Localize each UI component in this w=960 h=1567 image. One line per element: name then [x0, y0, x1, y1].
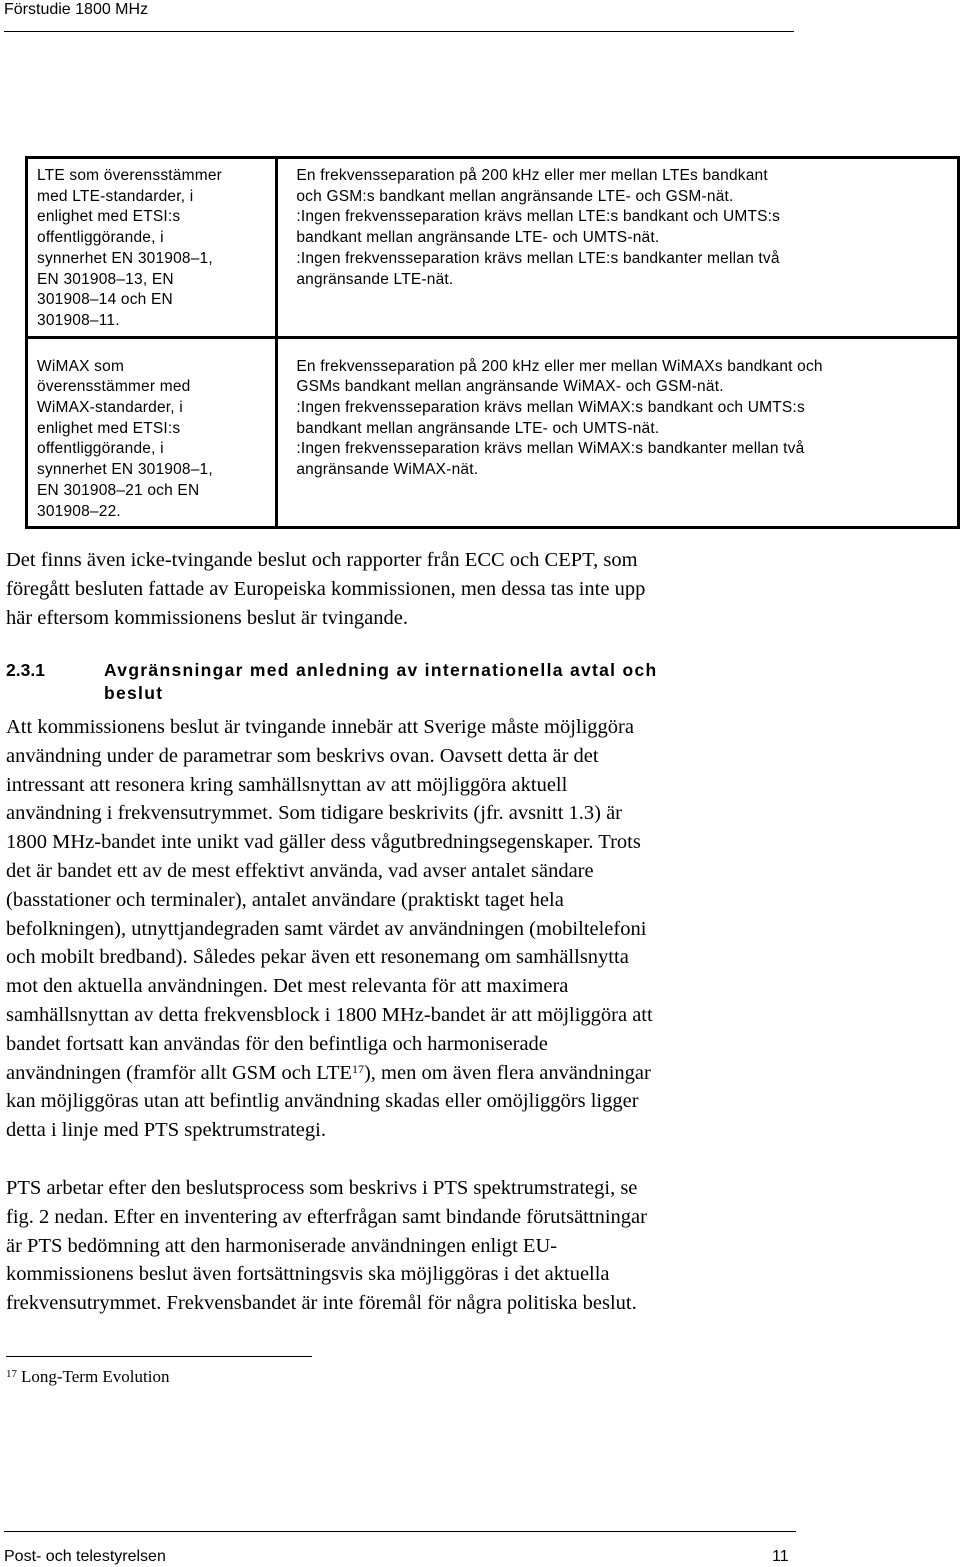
footnote-number: 17 [6, 1368, 17, 1380]
section-title: Avgränsningar med anledning av internationella avtal och [104, 660, 658, 680]
text-line: samhällsnyttan av detta frekvensblock i 1800 MHz-bandet är att möjliggöra att [6, 1003, 653, 1026]
conditions-table [25, 156, 960, 529]
text-line: detta i linje med PTS spektrumstrategi. [6, 1119, 326, 1142]
text-line: enlighet med ETSI:s [37, 419, 181, 437]
paragraph-pts-process [6, 1174, 796, 1318]
text-line: 301908–14 och EN [37, 291, 173, 309]
text-line: är PTS bedömning att den harmoniserade användningen enligt EU- [6, 1234, 558, 1257]
section-title-cont: beslut [104, 683, 164, 703]
text-line: och mobilt bredband). Således pekar även ett resonemang om samhällsnytta [6, 946, 629, 969]
text-line: kommissionens beslut även fortsättningsvis ska möjliggöras i det aktuella [6, 1263, 610, 1286]
section-heading [6, 659, 796, 705]
text-line: synnerhet EN 301908–1, [37, 461, 213, 479]
text-line: enlighet med ETSI:s [37, 208, 181, 226]
text-line-with-footnote-ref [6, 1059, 796, 1088]
text-line: intressant att resonera kring samhällsnyttan av att möjliggöra aktuell [6, 773, 568, 796]
text-line: bandet fortsatt kan användas för den befintliga och harmoniserade [6, 1032, 548, 1055]
text-line: bandkant mellan angränsande LTE- och UMTS-nät. [296, 419, 660, 437]
page-header [4, 0, 794, 32]
condition-cell [27, 158, 277, 338]
text-line: EN 301908–13, EN [37, 270, 174, 288]
text-line: WiMAX som [37, 357, 125, 375]
section-number: 2.3.1 [6, 660, 45, 680]
text-line: GSMs bandkant mellan angränsande WiMAX- och GSM-nät. [296, 378, 724, 396]
requirements-cell [277, 158, 959, 338]
footnote [6, 1366, 169, 1388]
footer-organization: Post- och telestyrelsen [4, 1548, 166, 1565]
footer-divider [4, 1531, 796, 1532]
text-line: En frekvensseparation på 200 kHz eller mer mellan WiMAXs bandkant och [296, 357, 823, 375]
footnote-reference[interactable]: 17 [351, 1061, 364, 1076]
table-row [27, 337, 959, 528]
text-line: överensstämmer med [37, 378, 191, 396]
text-line: användning i frekvensutrymmet. Som tidigare beskrivits (jfr. avsnitt 1.3) är [6, 802, 623, 825]
text-line: :Ingen frekvensseparation krävs mellan LTE:s bandkanter mellan två [296, 249, 780, 267]
text-line: befolkningen), utnyttjandegraden samt värdet av användningen (mobiltelefoni [6, 917, 647, 940]
footnote-text: Long-Term Evolution [21, 1367, 170, 1386]
text-line: Att kommissionens beslut är tvingande innebär att Sverige måste möjliggöra [6, 716, 634, 738]
text-line: fig. 2 nedan. Efter en inventering av efterfrågan samt bindande förutsättningar [6, 1205, 647, 1228]
footnote-divider [6, 1356, 312, 1357]
text-line: En frekvensseparation på 200 kHz eller mer mellan LTEs bandkant [296, 167, 768, 184]
page-number: 11 [772, 1548, 789, 1565]
document-title: Förstudie 1800 MHz [4, 1, 149, 18]
text-line: :Ingen frekvensseparation krävs mellan LTE:s bandkant och UMTS:s [296, 208, 781, 226]
text-line: :Ingen frekvensseparation krävs mellan WiMAX:s bandkanter mellan två [296, 440, 805, 458]
text-line: frekvensutrymmet. Frekvensbandet är inte föremål för några politiska beslut. [6, 1292, 637, 1315]
text-fragment: ), men om även flera användningar [363, 1061, 651, 1084]
text-line: PTS arbetar efter den beslutsprocess som beskrivs i PTS spektrumstrategi, se [6, 1177, 638, 1199]
paragraph-ecc-cept [6, 546, 796, 632]
text-line: bandkant mellan angränsande LTE- och UMTS-nät. [296, 229, 660, 247]
text-line: kan möjliggöras utan att befintlig användning skadas eller omöjliggörs ligger [6, 1090, 639, 1113]
text-line: LTE som överensstämmer [37, 167, 222, 184]
text-line: det är bandet ett av de mest effektivt använda, vad avser antalet sändare [6, 859, 594, 882]
text-line: användning under de parametrar som beskrivs ovan. Oavsett detta är det [6, 744, 599, 767]
text-line: Det finns även icke-tvingande beslut och rapporter från ECC och CEPT, som [6, 549, 638, 571]
text-line: :Ingen frekvensseparation krävs mellan WiMAX:s bandkant och UMTS:s [296, 399, 805, 417]
text-line: angränsande WiMAX-nät. [296, 461, 479, 479]
text-line: synnerhet EN 301908–1, [37, 249, 213, 267]
text-line: här eftersom kommissionens beslut är tvingande. [6, 606, 408, 629]
condition-cell [27, 337, 277, 528]
text-line: angränsande LTE-nät. [296, 270, 454, 288]
text-line: (basstationer och terminaler), antalet användare (praktiskt taget hela [6, 888, 564, 911]
text-line: offentliggörande, i [37, 440, 164, 458]
text-line: med LTE-standarder, i [37, 187, 194, 205]
text-line: EN 301908–21 och EN [37, 481, 200, 499]
requirements-cell [277, 337, 959, 528]
text-line: föregått besluten fattade av Europeiska kommissionen, men dessa tas inte upp [6, 577, 646, 600]
paragraph-restrictions [6, 713, 796, 1145]
table-row [27, 158, 959, 338]
text-line: WiMAX-standarder, i [37, 399, 183, 417]
text-line: och GSM:s bandkant mellan angränsande LTE- och GSM-nät. [296, 187, 734, 205]
text-line: mot den aktuella användningen. Det mest relevanta för att maximera [6, 975, 569, 998]
text-line: 301908–22. [37, 502, 121, 520]
text-fragment: användningen (framför allt GSM och LTE [6, 1061, 352, 1084]
text-line: offentliggörande, i [37, 229, 164, 247]
text-line: 301908–11. [37, 311, 120, 329]
text-line: 1800 MHz-bandet inte unikt vad gäller dess vågutbredningsegenskaper. Trots [6, 831, 641, 854]
